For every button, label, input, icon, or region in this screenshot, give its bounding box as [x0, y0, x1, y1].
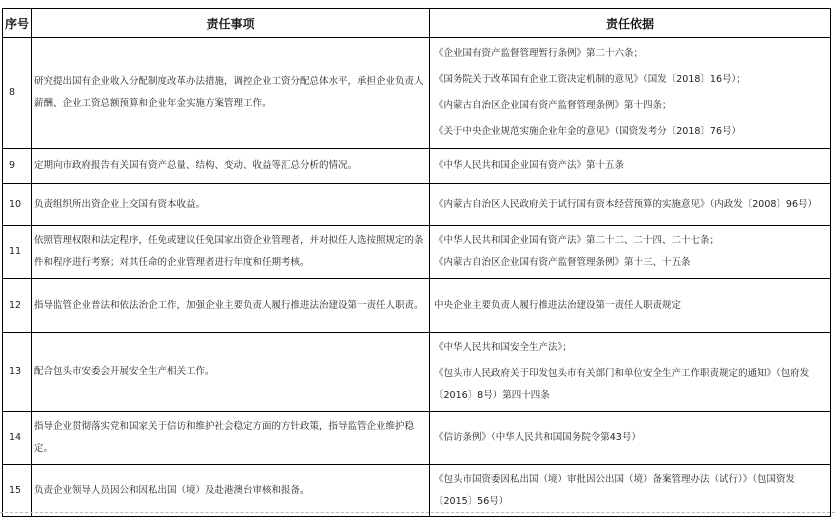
basis-item: 《包头市国资委因私出国（境）审批因公出国（境）备案管理办法（试行）》（包国资发〔2015〕56号） — [434, 473, 796, 507]
table-header-row — [3, 9, 831, 38]
row-number: 12 — [3, 279, 32, 333]
basis-item: 中央企业主要负责人履行推进法治建设第一责任人职责规定 — [434, 299, 682, 311]
row-basis — [430, 333, 831, 412]
row-matter: 负责企业领导人员因公和因私出国（境）及赴港澳台审核和报备。 — [32, 465, 430, 517]
row-number: 8 — [3, 38, 32, 149]
basis-item: 《中华人民共和国安全生产法》； — [434, 342, 572, 353]
row-basis — [430, 149, 831, 184]
table-row — [3, 333, 831, 412]
basis-item: 《内蒙古自治区人民政府关于试行国有资本经营预算的实施意见》（内政发〔2008〕96号） — [434, 198, 818, 210]
row-basis — [430, 412, 831, 465]
table-row — [3, 226, 831, 279]
row-number: 11 — [3, 226, 32, 279]
basis-item: 《内蒙古自治区企业国有资产监督管理条例》第十四条； — [434, 100, 672, 111]
table-row — [3, 279, 831, 333]
row-number: 13 — [3, 333, 32, 412]
row-basis — [430, 465, 831, 517]
row-matter: 指导监管企业普法和依法治企工作，加强企业主要负责人履行推进法治建设第一责任人职责。 — [32, 279, 430, 333]
basis-item: 《中华人民共和国企业国有资产法》第二十二、二十四、二十七条； — [434, 235, 720, 246]
basis-item: 《信访条例》（中华人民共和国国务院令第43号） — [434, 432, 641, 443]
basis-item: 《内蒙古自治区企业国有资产监督管理条例》第十三、十五条 — [434, 257, 691, 268]
row-basis — [430, 279, 831, 333]
row-number: 14 — [3, 412, 32, 465]
row-matter: 研究提出国有企业收入分配制度改革办法措施，调控企业工资分配总体水平，承担企业负责人薪酬、企业工资总额预算和企业年金实施方案管理工作。 — [32, 38, 430, 149]
row-matter: 依照管理权限和法定程序，任免或建议任免国家出资企业管理者，并对拟任人选按照规定的条件和程序进行考察；对其任命的企业管理者进行年度和任期考核。 — [32, 226, 430, 279]
row-basis — [430, 38, 831, 149]
basis-item: 《关于中央企业规范实施企业年金的意见》（国资发考分〔2018〕76号） — [434, 126, 742, 137]
table-row — [3, 412, 831, 465]
row-basis — [430, 226, 831, 279]
row-matter: 负责组织所出资企业上交国有资本收益。 — [32, 184, 430, 226]
table-row — [3, 38, 831, 149]
row-number: 15 — [3, 465, 32, 517]
row-basis — [430, 184, 831, 226]
row-number: 9 — [3, 149, 32, 184]
table-row — [3, 149, 831, 184]
basis-item: 《中华人民共和国企业国有资产法》第十五条 — [434, 160, 625, 171]
row-matter: 指导企业贯彻落实党和国家关于信访和维护社会稳定方面的方针政策，指导监管企业维护稳定。 — [32, 412, 430, 465]
basis-item: 《企业国有资产监督管理暂行条例》第二十六条； — [434, 48, 644, 59]
basis-item: 《包头市人民政府关于印发包头市有关部门和单位安全生产工作职责规定的通知》（包府发〔2016〕8号）第四十四条 — [434, 368, 810, 401]
header-number: 序号 — [3, 9, 32, 38]
table-row — [3, 465, 831, 517]
row-matter: 配合包头市安委会开展安全生产相关工作。 — [32, 333, 430, 412]
header-responsibility-basis: 责任依据 — [430, 9, 831, 38]
header-responsibility-matter: 责任事项 — [32, 9, 430, 38]
table-row — [3, 184, 831, 226]
row-matter: 定期向市政府报告有关国有资产总量、结构、变动、收益等汇总分析的情况。 — [32, 149, 430, 184]
responsibility-table — [2, 8, 831, 517]
basis-item: 《国务院关于改革国有企业工资决定机制的意见》（国发〔2018〕16号）； — [434, 74, 746, 85]
row-number: 10 — [3, 184, 32, 226]
